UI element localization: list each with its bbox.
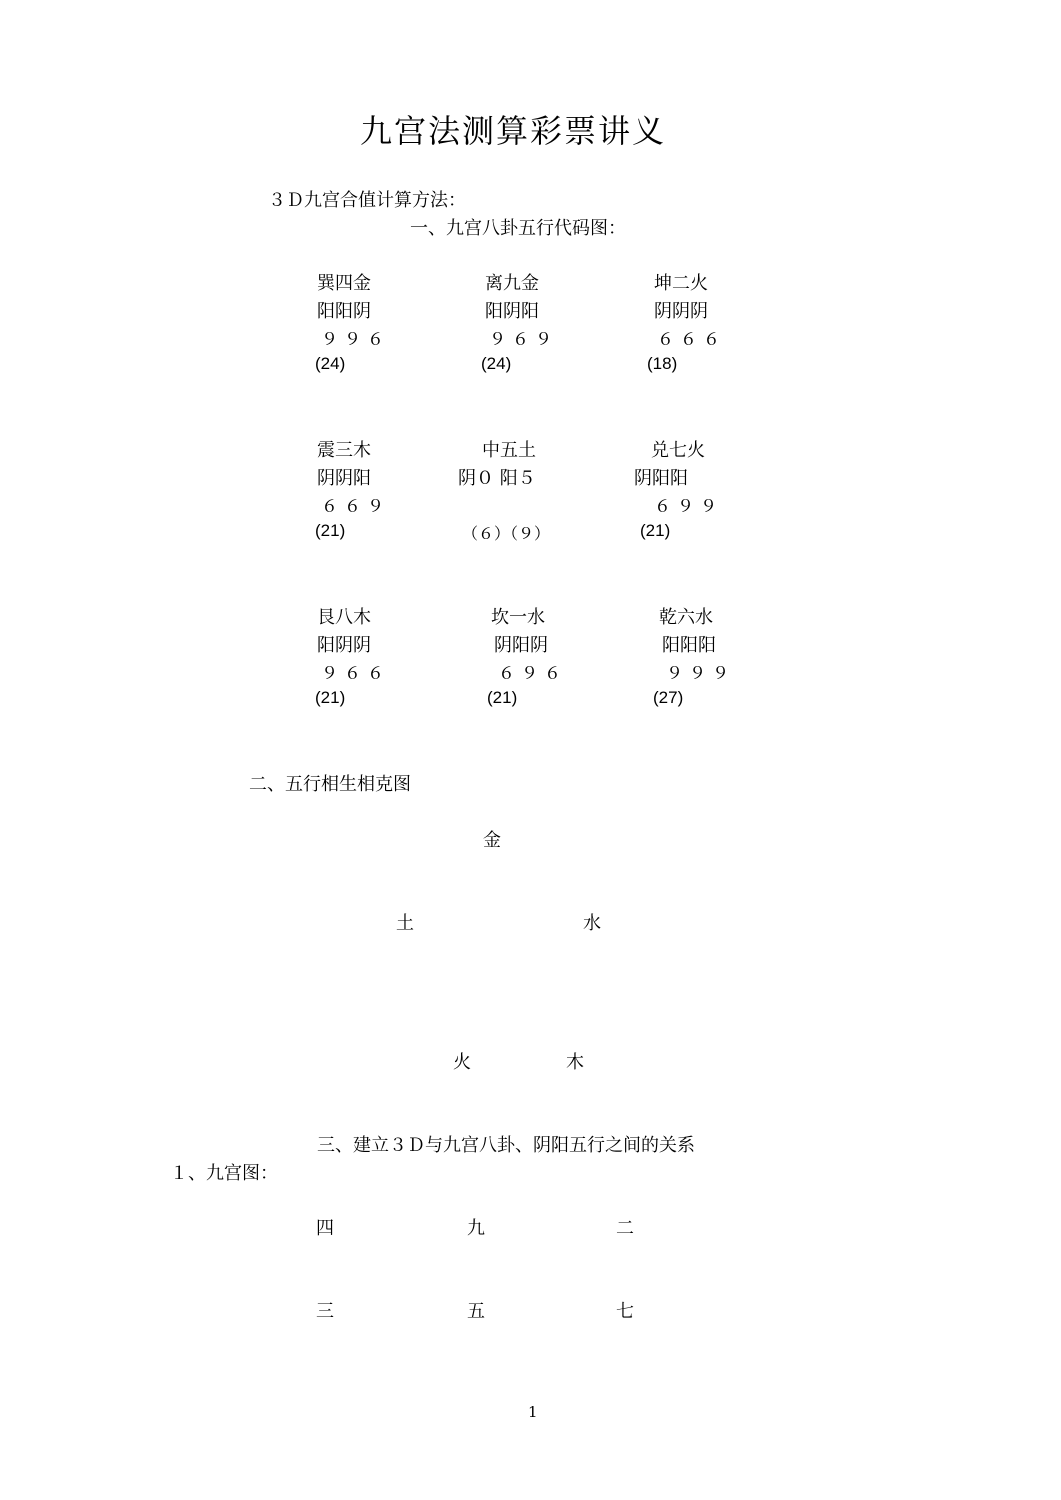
- palace-digits: ９６６: [321, 664, 390, 684]
- palace-yinyang: 阴阴阳: [317, 468, 371, 489]
- palace-name: 中五土: [482, 440, 536, 461]
- palace-digits: ９９９: [666, 664, 735, 684]
- grid-cell: 二: [616, 1218, 634, 1239]
- palace-name: 离九金: [485, 273, 539, 294]
- element-earth: 土: [396, 913, 414, 934]
- palace-sum: (21): [315, 521, 346, 540]
- palace-sum: (18): [647, 354, 678, 373]
- palace-digits: ６６６: [657, 330, 726, 350]
- section1-title: 一、九宫八卦五行代码图：: [410, 218, 626, 239]
- palace-digits: ６９６: [498, 664, 567, 684]
- palace-name: 坤二火: [654, 273, 708, 294]
- grid-cell: 三: [316, 1301, 334, 1322]
- subtitle: ３Ｄ九宫合值计算方法：: [268, 190, 466, 211]
- palace-yinyang: 阳阳阳: [662, 635, 716, 656]
- palace-digits: ６６９: [321, 497, 390, 517]
- palace-digits: ６９９: [654, 497, 723, 517]
- palace-yinyang: 阳阴阴: [317, 635, 371, 656]
- palace-name: 兑七火: [651, 440, 705, 461]
- palace-digits: ９６９: [489, 330, 558, 350]
- palace-yinyang: 阳阴阳: [485, 301, 539, 322]
- page-number: 1: [528, 1403, 538, 1421]
- palace-yinyang: 阴阴阴: [654, 301, 708, 322]
- palace-sum: (24): [481, 354, 512, 373]
- element-fire: 火: [453, 1052, 471, 1073]
- palace-yinyang: 阴阳阴: [494, 635, 548, 656]
- page-title: 九宫法测算彩票讲义: [360, 112, 667, 150]
- palace-name: 坎一水: [491, 607, 545, 628]
- palace-name: 震三木: [317, 440, 371, 461]
- palace-sum: (21): [487, 688, 518, 707]
- palace-digits: ９９６: [321, 330, 390, 350]
- section2-title: 二、五行相生相克图: [249, 774, 411, 795]
- palace-sum: (24): [315, 354, 346, 373]
- palace-yinyang: 阴０ 阳５: [458, 468, 536, 489]
- palace-sum: (27): [653, 688, 684, 707]
- section3-title: 三、建立３Ｄ与九宫八卦、阴阳五行之间的关系: [317, 1135, 695, 1156]
- element-wood: 木: [566, 1052, 584, 1073]
- element-water: 水: [583, 913, 601, 934]
- palace-yinyang: 阴阳阳: [634, 468, 688, 489]
- palace-sum: (21): [640, 521, 671, 540]
- palace-sum: （６）（９）: [462, 524, 551, 543]
- grid-cell: 九: [467, 1218, 485, 1239]
- element-metal: 金: [483, 830, 501, 851]
- palace-sum: (21): [315, 688, 346, 707]
- palace-name: 艮八木: [317, 607, 371, 628]
- grid-cell: 七: [616, 1301, 634, 1322]
- palace-yinyang: 阳阳阴: [317, 301, 371, 322]
- grid-title: １、九宫图：: [170, 1163, 278, 1184]
- grid-cell: 五: [467, 1301, 485, 1322]
- palace-name: 乾六水: [659, 607, 713, 628]
- palace-name: 巽四金: [317, 273, 371, 294]
- grid-cell: 四: [316, 1218, 334, 1239]
